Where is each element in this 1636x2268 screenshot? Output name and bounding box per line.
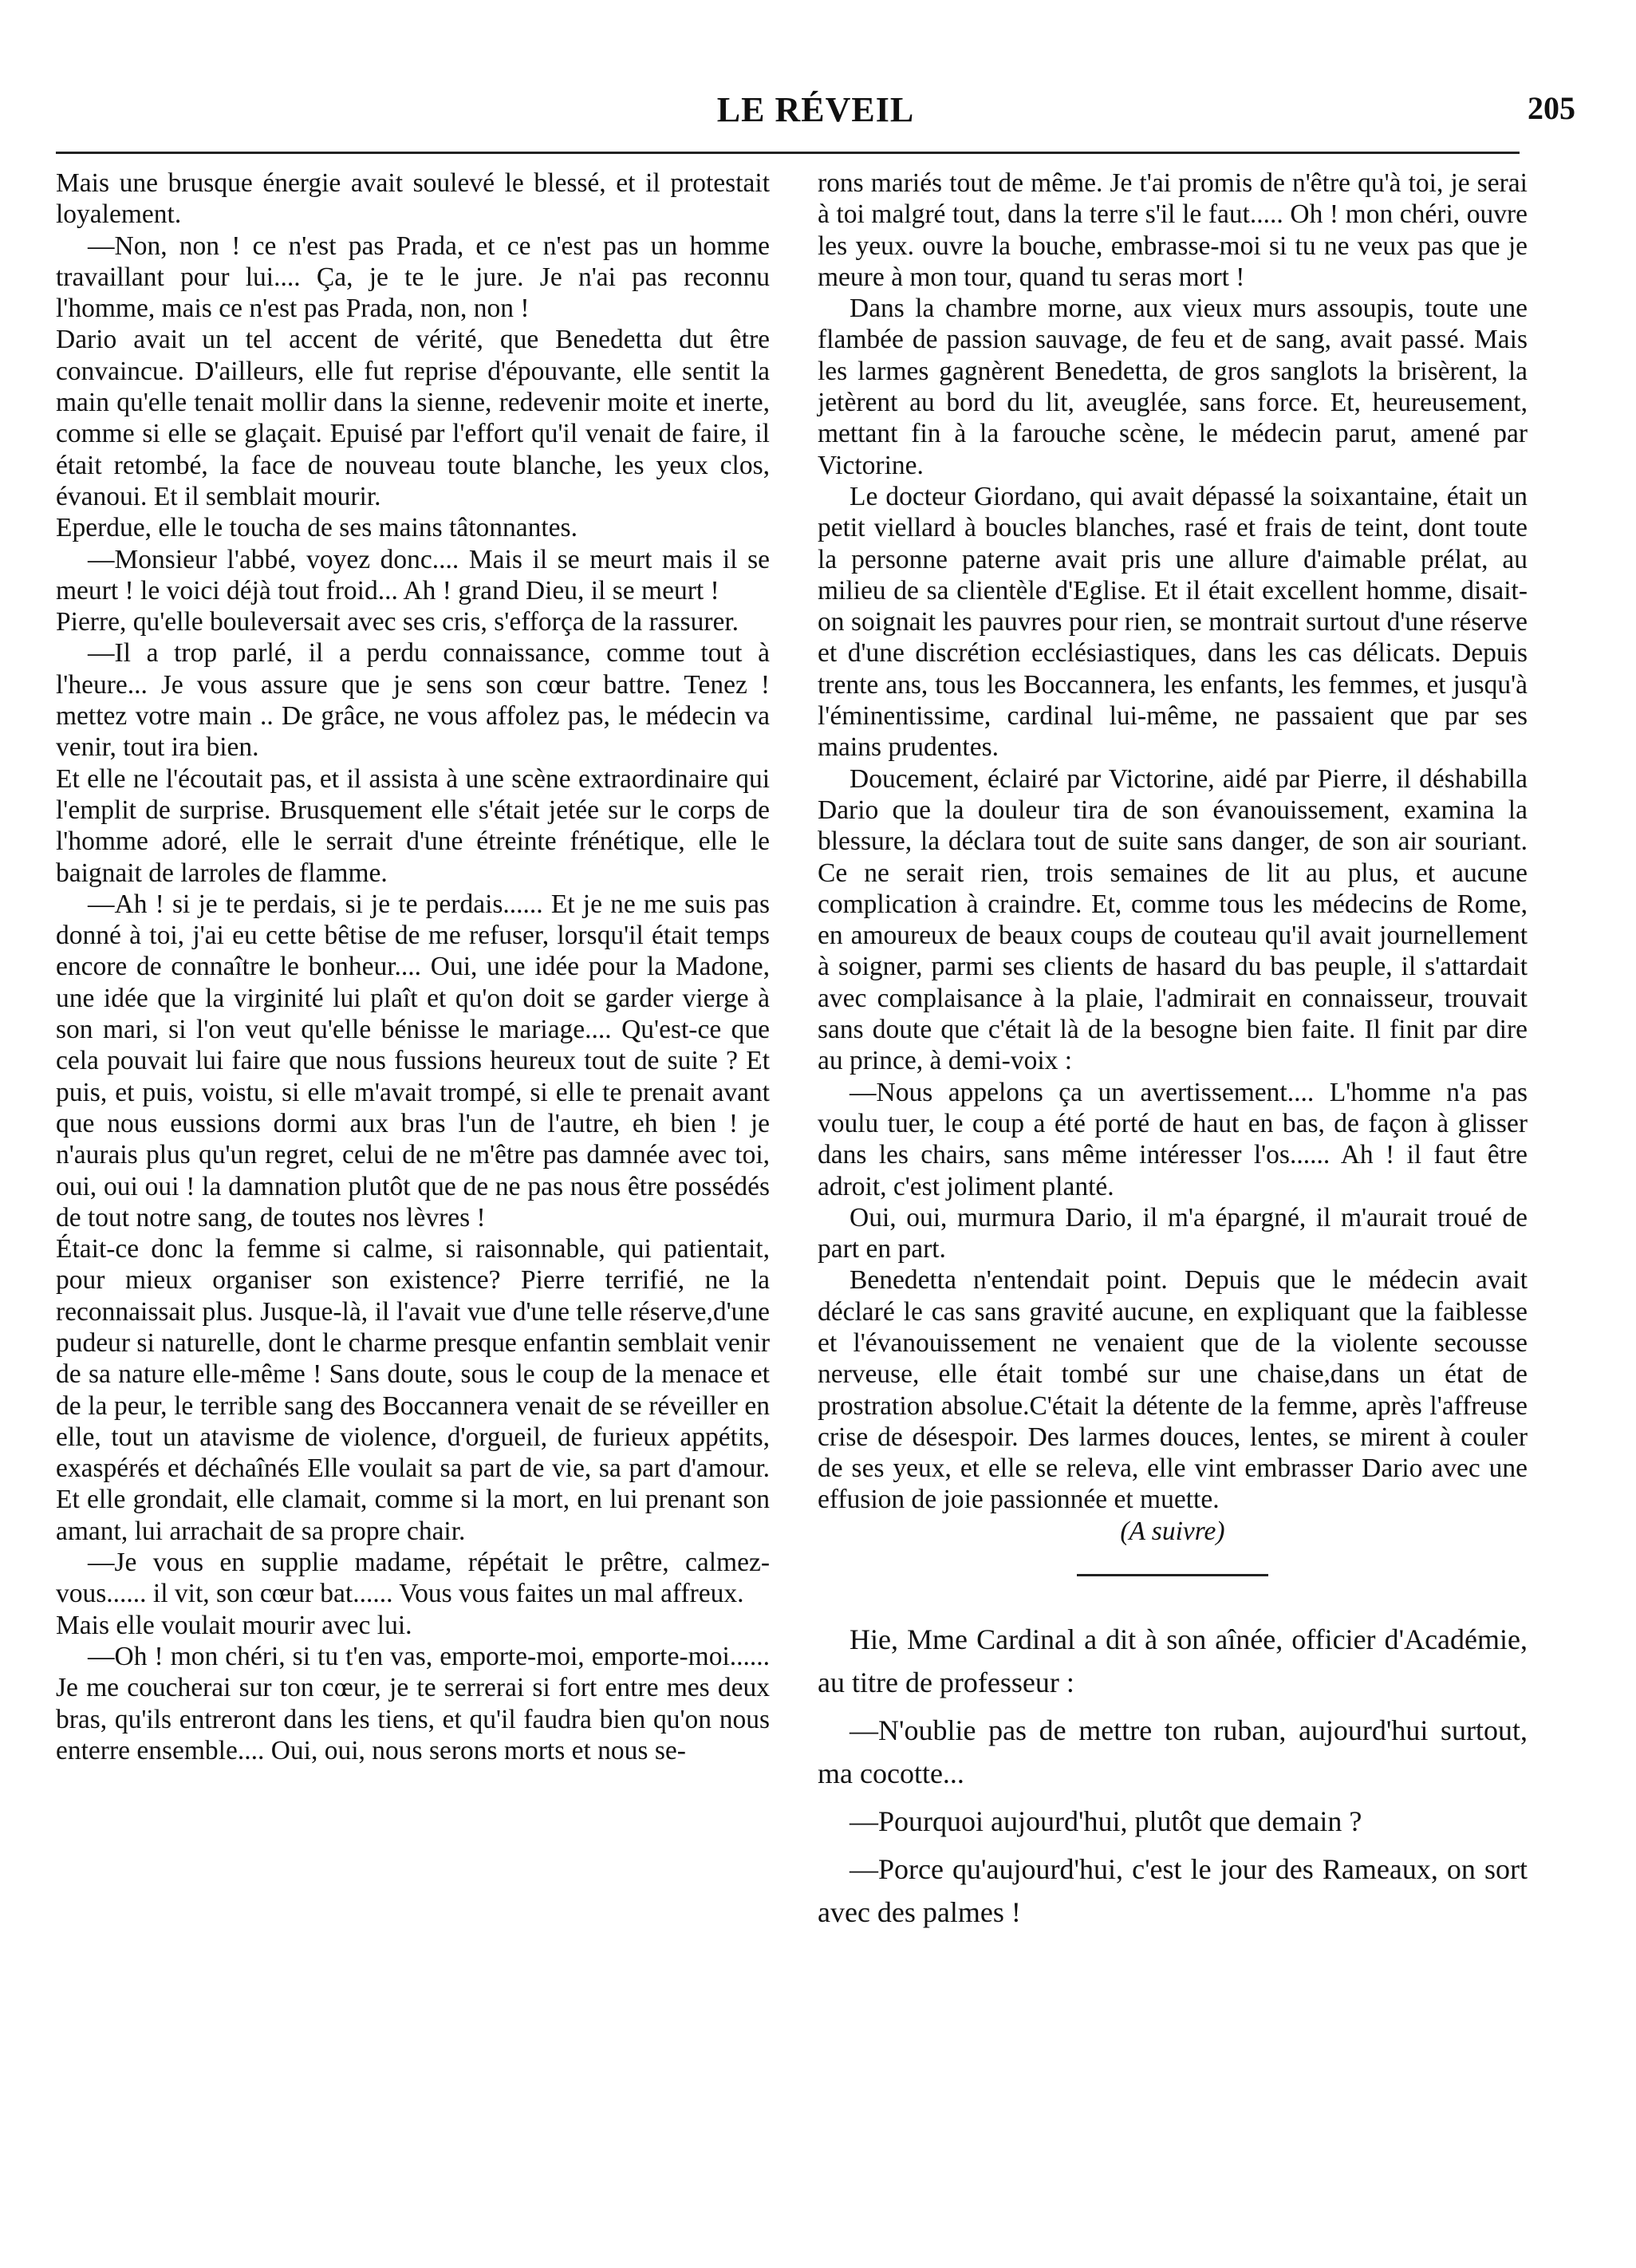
anecdote-line: Hie, Mme Cardinal a dit à son aînée, officier d'Académie, au titre de professeur : — [818, 1623, 1528, 1699]
paragraph: —Nous appelons ça un avertissement.... L'homme n'a pas voulu tuer, le coup a été porté de haut en bas, de façon à glisser dans les chairs, sans même intéresser l'os...... Ah ! il faut être adroit, c'est joliment planté. — [818, 1077, 1528, 1201]
anecdote-line: —Porce qu'aujourd'hui, c'est le jour des Rameaux, on sort avec des palmes ! — [818, 1853, 1528, 1929]
running-title: LE RÉVEIL — [716, 90, 915, 129]
page-header — [56, 89, 1575, 137]
paragraph: —Monsieur l'abbé, voyez donc.... Mais il se meurt mais il se meurt ! le voici déjà tout froid... Ah ! grand Dieu, il se meurt ! — [56, 544, 770, 605]
page-number: 205 — [1528, 90, 1575, 126]
paragraph: Mais une brusque énergie avait soulevé le blessé, et il protestait loyalement. — [56, 168, 770, 230]
right-column — [818, 168, 1528, 1939]
a-suivre-note: (A suivre) — [1120, 1516, 1225, 1546]
header-rule — [56, 152, 1520, 154]
paragraph: —Non, non ! ce n'est pas Prada, et ce n'est pas un homme travaillant pour lui.... Ça, je te le jure. Je n'ai pas reconnu l'homme, mais ce n'est pas Prada, non, non ! — [56, 231, 770, 324]
paragraph: Était-ce donc la femme si calme, si raisonnable, qui patientait, pour mieux organiser son existence? Pierre terrifié, ne la reconnaissait plus. Jusque-là, il l'avait vue d'une telle réserve,d'une pudeur si naturelle, dont le charme presque enfantin semblait venir de sa nature elle-même ! Sans doute, sous le coup de la menace et de la peur, le terrible sang des Boccannera venait de se réveiller en elle, tout un atavisme de violence, d'orgueil, de furieux appétits, exaspérés et déchaînés Elle voulait sa part de vie, sa part d'amour. Et elle grondait, elle clamait, comme si la mort, en lui prenant son amant, lui arrachait de sa propre chair. — [56, 1234, 770, 1546]
paragraph: Le docteur Giordano, qui avait dépassé la soixantaine, était un petit viellard à boucles blanches, rasé et frais de teint, dont toute la personne paterne avait pris une allure d'aimable prélat, au milieu de sa clientèle d'Eglise. Et il était excellent homme, disait-on soignait les pauvres pour rien, se montrait surtout d'une réserve et d'une discrétion ecclésiastiques, dans les cas délicats. Depuis trente ans, tous les Boccannera, les enfants, les femmes, et jusqu'à l'éminentissime, cardinal lui-même, ne passaient que par ses mains prudentes. — [818, 481, 1528, 763]
left-column — [56, 168, 770, 1766]
paragraph: Dario avait un tel accent de vérité, que Benedetta dut être convaincue. D'ailleurs, elle fut reprise d'épouvante, elle sentit la main qu'elle tenait mollir dans la sienne, redevenir moite et inerte, comme si elle se glaçait. Epuisé par l'effort qu'il venait de faire, il était retombé, la face de nouveau toute blanche, les yeux clos, évanoui. Et il semblait mourir. — [56, 325, 770, 511]
paragraph: Mais elle voulait mourir avec lui. — [56, 1610, 412, 1640]
paragraph: —Ah ! si je te perdais, si je te perdais...... Et je ne me suis pas donné à toi, j'ai eu cette bêtise de me refuser, lorsqu'il était temps encore de connaître le bonheur.... Oui, une idée pour la Madone, une idée que la virginité lui plaît et qu'on doit se garder vierge à son mari, si l'on veut qu'elle bénisse le mariage.... Qu'est-ce que cela pouvait lui faire que nous fussions heureux tout de suite ? Et puis, et puis, voistu, si elle m'avait trompé, si elle te prenait avant que nous eussions dormi aux bras l'un de l'autre, eh bien ! je n'aurais plus qu'un regret, celui de ne m'être pas damnée avec toi, oui, oui oui ! la damnation plutôt que de ne pas nous être possédés de tout notre sang, de toutes nos lèvres ! — [56, 889, 770, 1233]
anecdote-block — [818, 1618, 1528, 1934]
paragraph: —Il a trop parlé, il a perdu connaissance, comme tout à l'heure... Je vous assure que je sens son cœur battre. Tenez ! mettez votre main .. De grâce, ne vous affolez pas, le médecin va venir, tout ira bien. — [56, 638, 770, 763]
anecdote-line: —N'oublie pas de mettre ton ruban, aujourd'hui surtout, ma cocotte... — [818, 1714, 1528, 1790]
paragraph: Doucement, éclairé par Victorine, aidé par Pierre, il déshabilla Dario que la douleur tira de son évanouissement, examina la blessure, la déclara tout de suite sans danger, de son air souriant. Ce ne serait rien, trois semaines de lit au plus, et aucune complication à craindre. Et, comme tous les médecins de Rome, en amoureux de beaux coups de couteau qu'il avait journellement à soigner, parmi ses clients de hasard du bas peuple, il s'attardait avec complaisance à la plaie, l'admirait en connaisseur, trouvait sans doute que c'était là de la besogne bien faite. Il finit par dire au prince, à demi-voix : — [818, 763, 1528, 1076]
anecdote-line: —Pourquoi aujourd'hui, plutôt que demain ? — [850, 1805, 1362, 1838]
paragraph: rons mariés tout de même. Je t'ai promis de n'être qu'à toi, je serai à toi malgré tout, dans la terre s'il le faut..... Oh ! mon chéri, ouvre les yeux. ouvre la bouche, embrasse-moi si tu ne veux pas que je meure à mon tour, quand tu seras mort ! — [818, 168, 1528, 292]
paragraph: Benedetta n'entendait point. Depuis que le médecin avait déclaré le cas sans gravité aucune, en expliquant que la faiblesse et l'évanouissement ne venaient que de la violente secousse nerveuse, elle était tombé sur une chaise,dans un état de prostration absolue.C'était la détente de la femme, après l'affreuse crise de désespoir. Des larmes douces, lentes, se mirent à couler de ses yeux, et elle se releva, elle vint embrasser Dario avec une effusion de joie passionnée et muette. — [818, 1265, 1528, 1515]
paragraph: Pierre, qu'elle bouleversait avec ses cris, s'efforça de la rassurer. — [56, 607, 739, 637]
paragraph: Oui, oui, murmura Dario, il m'a épargné, il m'aurait troué de part en part. — [818, 1202, 1528, 1264]
section-divider — [1077, 1574, 1268, 1576]
paragraph: Eperdue, elle le toucha de ses mains tâtonnantes. — [56, 513, 578, 543]
paragraph: Dans la chambre morne, aux vieux murs assoupis, toute une flambée de passion sauvage, de feu et de sang, avait passé. Mais les larmes gagnèrent Benedetta, de gros sanglots la brisèrent, la jetèrent au bord du lit, aveuglée, sans force. Et, heureusement, mettant fin à la farouche scène, le médecin parut, amené par Victorine. — [818, 294, 1528, 480]
paragraph: —Oh ! mon chéri, si tu t'en vas, emporte-moi, emporte-moi...... Je me coucherai sur ton cœur, je te serrerai si fort entre mes deux bras, qu'ils entreront dans les tiens, et qu'il faudra bien qu'on nous enterre ensemble.... Oui, oui, nous serons morts et nous se- — [56, 1641, 770, 1765]
paragraph: —Je vous en supplie madame, répétait le prêtre, calmez-vous...... il vit, son cœur bat...... Vous vous faites un mal affreux. — [56, 1548, 770, 1609]
paragraph: Et elle ne l'écoutait pas, et il assista à une scène extraordinaire qui l'emplit de surprise. Brusquement elle s'était jetée sur le corps de l'homme adoré, elle le serrait d'une étreinte frénétique, elle le baignait de larroles de flamme. — [56, 763, 770, 888]
